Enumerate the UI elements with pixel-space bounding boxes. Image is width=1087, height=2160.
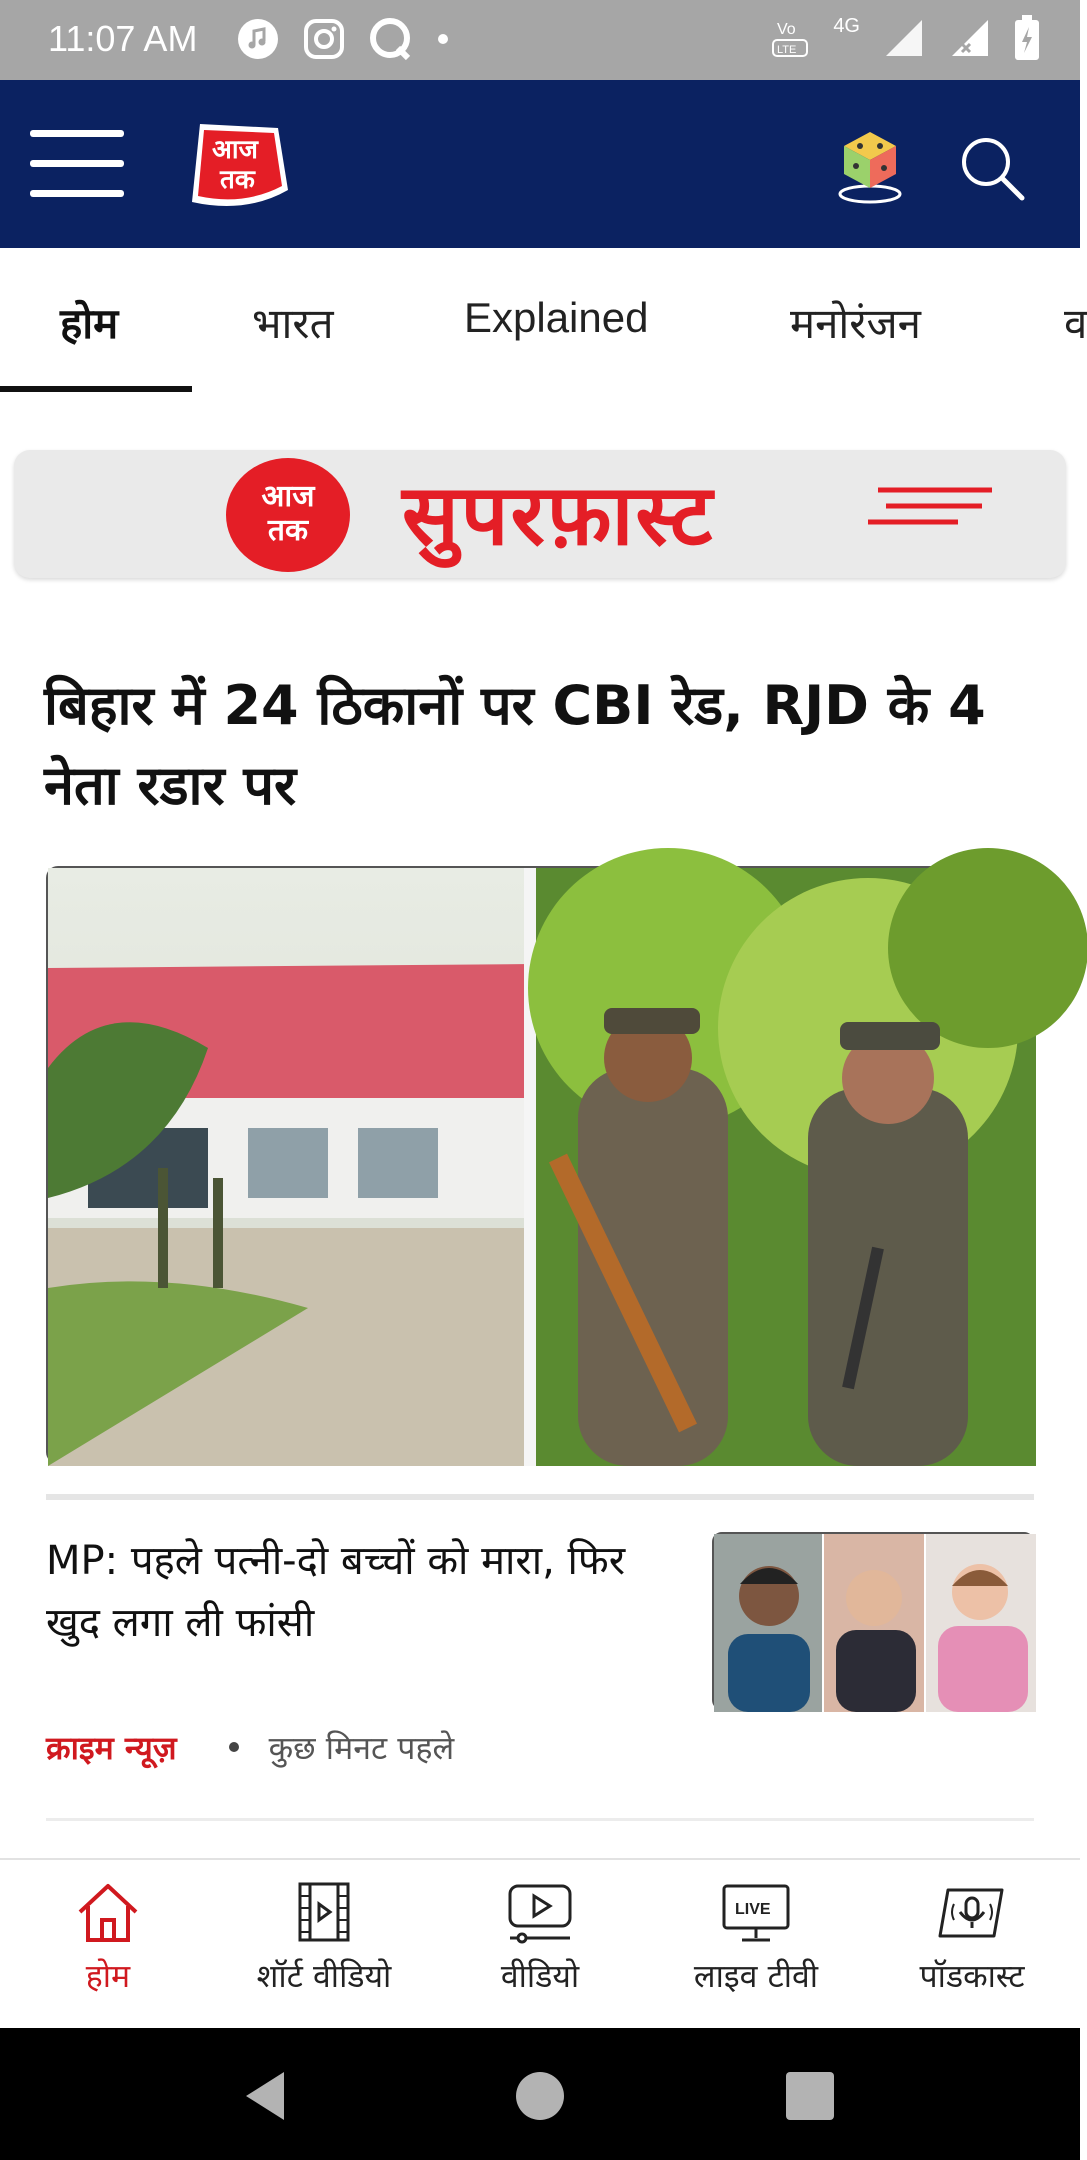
search-icon[interactable] [958,134,1026,202]
headline-image[interactable] [46,866,1034,1464]
home-circle-icon[interactable] [510,2066,570,2126]
svg-text:LTE: LTE [777,44,797,56]
superfast-banner[interactable] [14,450,1066,578]
notification-icons [236,16,450,62]
signal-icon [948,16,992,64]
story-time: कुछ मिनट पहले [268,1728,455,1767]
nav-video[interactable] [432,1876,648,1997]
story-meta [46,1722,454,1772]
dice-game-icon[interactable] [830,118,910,208]
system-nav-bar [0,2028,1080,2160]
recents-icon[interactable] [780,2066,840,2126]
aajtak-logo[interactable] [186,118,292,210]
bottom-nav [0,1858,1080,2028]
banner-title: सुपरफ़ास्ट [402,466,715,564]
volte-icon [771,14,811,66]
signal-4g-icon [882,16,926,64]
network-type-label: 4G [833,14,860,37]
dot-icon [436,32,450,46]
menu-icon[interactable] [30,130,124,198]
meta-separator-dot [229,1742,239,1752]
top-headline[interactable]: बिहार में 24 ठिकानों पर CBI रेड, RJD के 4 नेता रडार पर [44,674,986,817]
nav-home[interactable] [0,1876,216,1997]
banner-logo-line-2: तक [267,513,309,548]
category-tabs [0,248,1087,394]
video-play-icon [504,1876,576,1948]
banner-logo-line-1: आज [261,479,315,514]
status-time: 11:07 AM [48,18,198,59]
active-tab-indicator [0,386,192,392]
story-category-link[interactable]: क्राइम न्यूज़ [46,1728,177,1767]
section-divider [46,1494,1034,1500]
nav-podcast[interactable] [864,1876,1080,1997]
nav-live-tv-label: लाइव टीवी [693,1957,819,1995]
app-header [0,80,1080,248]
nav-short-video[interactable] [216,1876,432,1997]
logo-line-2: तक [220,165,255,195]
story-title[interactable]: MP: पहले पत्नी-दो बच्चों को मारा, फिर खुद लगा ली फांसी [46,1538,626,1646]
battery-icon [1014,15,1040,65]
live-badge: LIVE [735,1901,771,1918]
nav-live-tv[interactable] [648,1876,864,1997]
instagram-icon [302,17,346,61]
home-icon [72,1876,144,1948]
tab-explained[interactable]: Explained [464,294,649,341]
chat-bubble-icon [368,16,414,62]
svg-text:Vo: Vo [777,21,796,38]
status-bar [0,0,1080,80]
film-icon [288,1876,360,1948]
tab-home[interactable]: होम [60,300,119,347]
nav-short-video-label: शॉर्ट वीडियो [256,1957,392,1995]
music-icon [236,17,280,61]
nav-home-label: होम [85,1957,131,1995]
tab-overflow[interactable]: व [1064,299,1087,348]
podcast-mic-icon [936,1876,1008,1948]
live-tv-icon [720,1876,792,1948]
nav-podcast-label: पॉडकास्ट [919,1957,1025,1995]
tab-bharat[interactable]: भारत [252,300,334,347]
system-status-icons [771,14,1040,66]
nav-video-label: वीडियो [500,1957,580,1995]
tab-manoranjan[interactable]: मनोरंजन [790,300,921,347]
story-thumbnail[interactable] [712,1532,1034,1710]
speed-lines-icon [862,482,994,542]
back-icon[interactable] [238,2066,298,2126]
story-divider [46,1818,1034,1821]
logo-line-1: आज [212,135,258,165]
banner-logo [226,458,350,572]
